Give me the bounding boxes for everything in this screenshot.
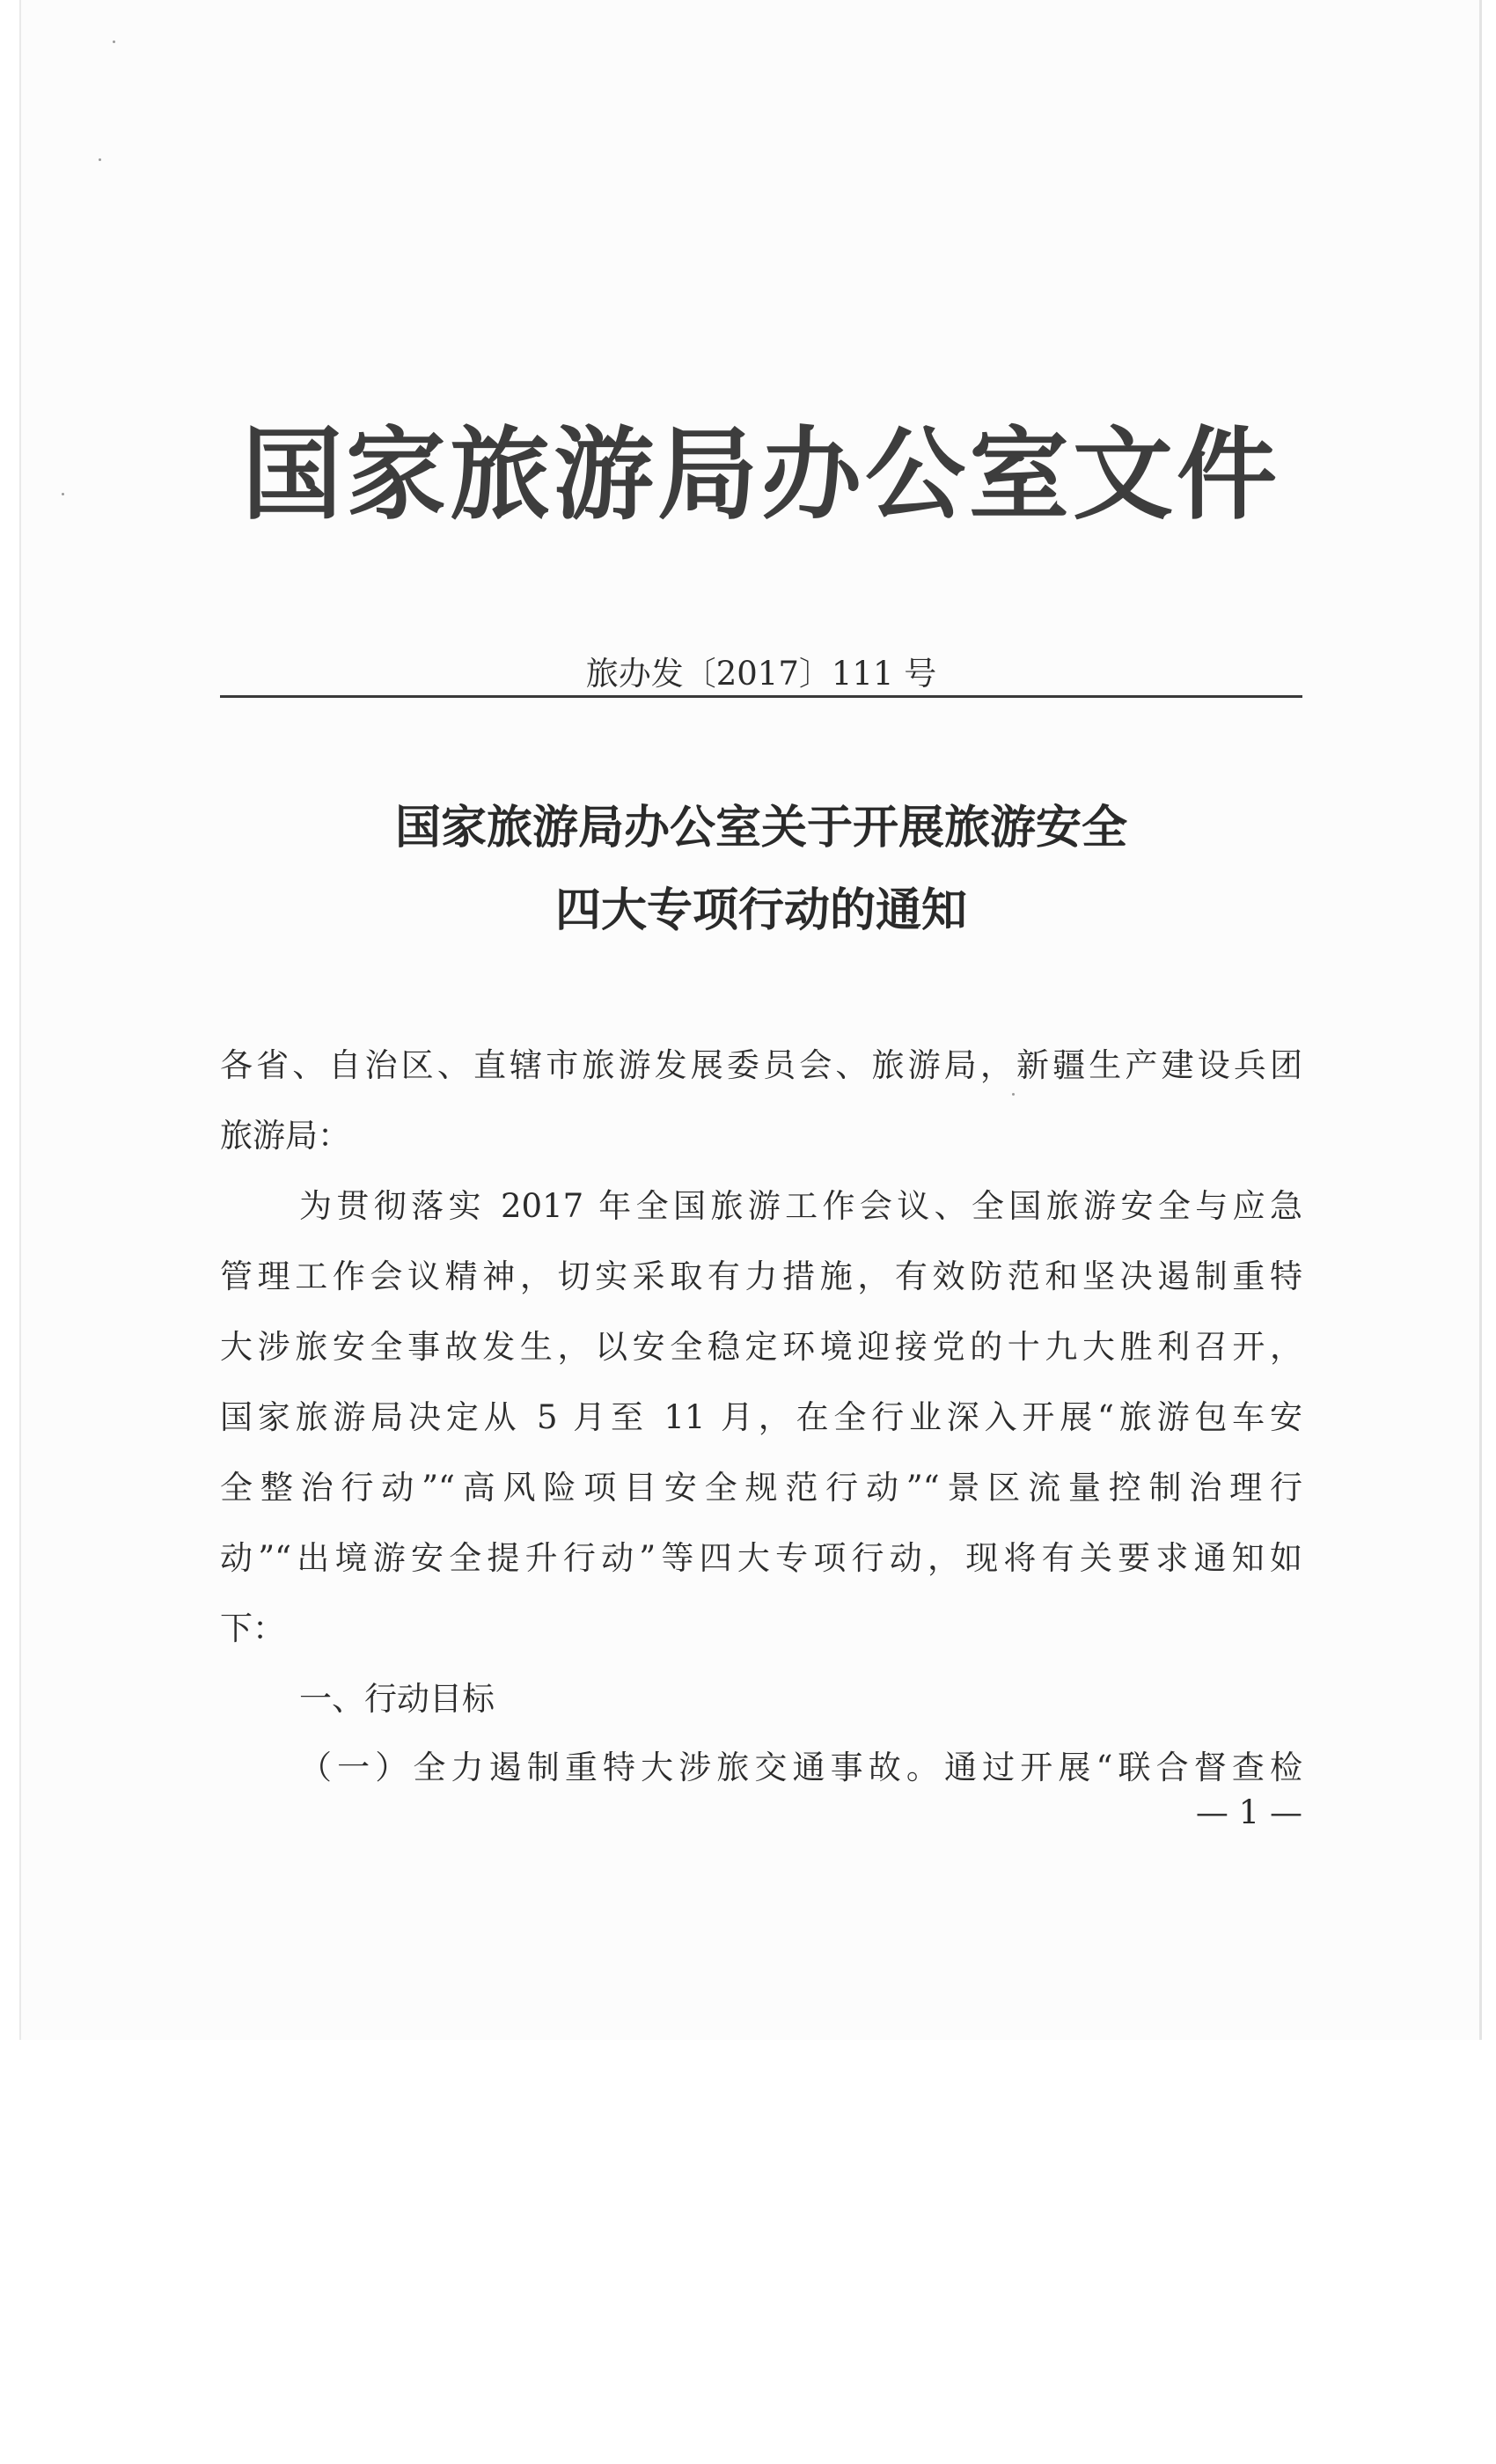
paragraph-line-3: 大涉旅安全事故发生，以安全稳定环境迎接党的十九大胜利召开，	[220, 1328, 1302, 1366]
paragraph-line-5: 全整治行动”“高风险项目安全规范行动”“景区流量控制治理行	[220, 1469, 1302, 1507]
paragraph-line-6: 动”“出境游安全提升行动”等四大专项行动，现将有关要求通知如	[220, 1539, 1302, 1577]
scan-edge-left	[19, 0, 21, 2040]
paragraph-line-7: 下：	[220, 1610, 285, 1647]
scan-speck	[1012, 1093, 1015, 1096]
scan-speck	[113, 40, 115, 43]
document-title-line-2: 四大专项行动的通知	[554, 884, 967, 937]
masthead-divider	[220, 695, 1302, 698]
document-number: 旅办发〔2017〕111 号	[585, 655, 937, 693]
page-number: — 1 —	[1195, 1793, 1302, 1831]
addressee-line-1: 各省、自治区、直辖市旅游发展委员会、旅游局，新疆生产建设兵团	[220, 1046, 1302, 1084]
paragraph-line-2: 管理工作会议精神，切实采取有力措施，有效防范和坚决遏制重特	[220, 1258, 1302, 1295]
document-title-line-1: 国家旅游局办公室关于开展旅游安全	[394, 801, 1127, 854]
addressee-line-2: 旅游局：	[220, 1117, 350, 1155]
scan-edge-right	[1479, 0, 1482, 2040]
scanned-sheet	[19, 0, 1482, 2040]
paragraph-line-1: 为贯彻落实 2017 年全国旅游工作会议、全国旅游安全与应急	[299, 1187, 1302, 1225]
scan-speck	[62, 493, 64, 495]
subsection-line: （一）全力遏制重特大涉旅交通事故。通过开展“联合督查检	[299, 1749, 1302, 1786]
document-masthead: 国家旅游局办公室文件	[241, 415, 1280, 533]
paragraph-line-4: 国家旅游局决定从 5 月至 11 月，在全行业深入开展“旅游包车安	[220, 1398, 1302, 1436]
scan-speck	[99, 158, 101, 161]
section-heading: 一、行动目标	[299, 1680, 495, 1718]
